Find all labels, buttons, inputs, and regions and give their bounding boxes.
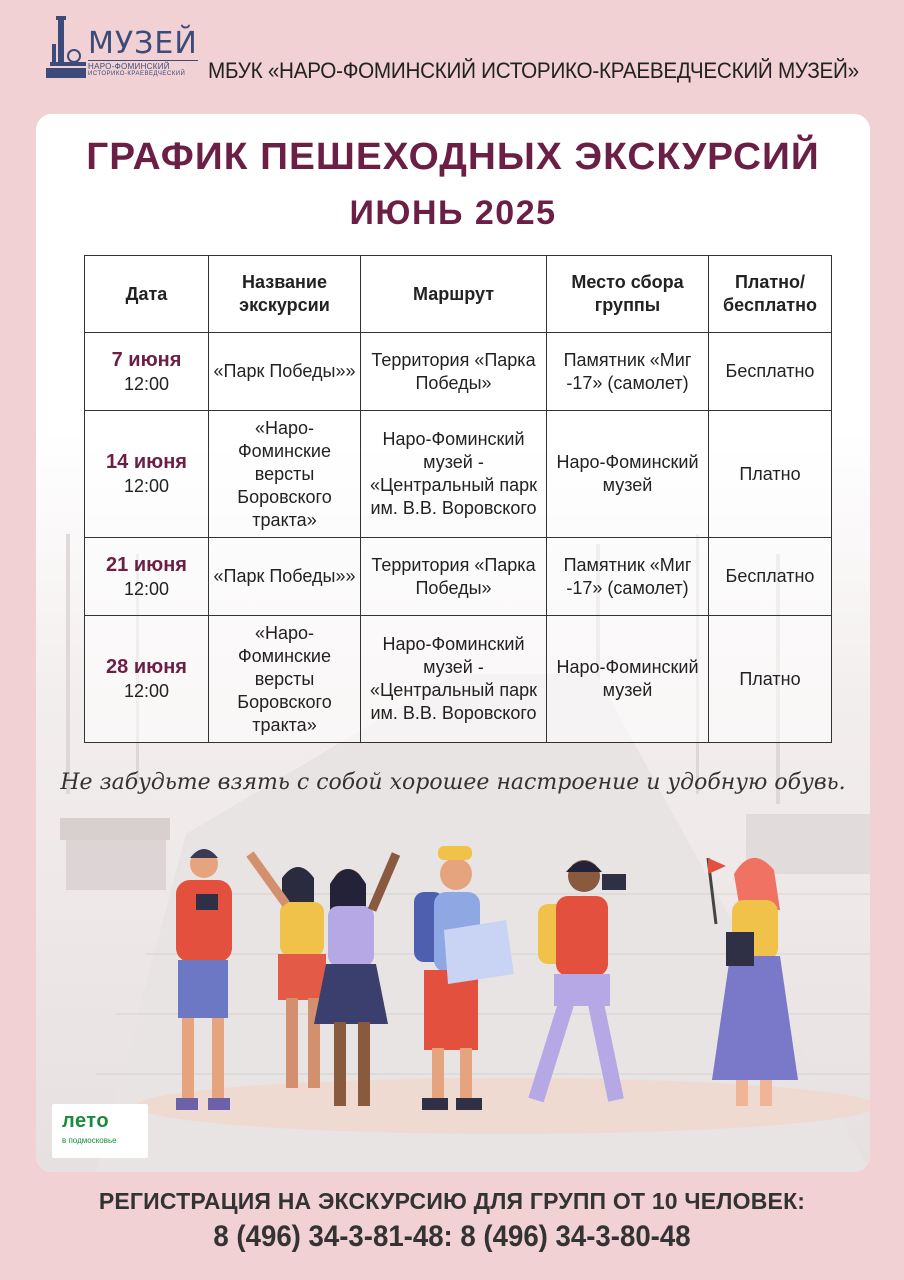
tower-icon: [44, 14, 88, 82]
header-date: Дата: [85, 256, 209, 333]
schedule-card: [36, 114, 870, 1172]
price-cell: Бесплатно: [709, 333, 832, 411]
museum-logo[interactable]: [44, 14, 198, 82]
header-name: Название экскурсии: [209, 256, 361, 333]
date-time: 12:00: [123, 476, 170, 496]
phone-numbers[interactable]: 8 (496) 34-3-81-48: 8 (496) 34-3-80-48: [213, 1220, 691, 1253]
organization-name: МБУК «НАРО-ФОМИНСКИЙ ИСТОРИКО-КРАЕВЕДЧЕСКИЙ МУЗЕЙ»: [208, 58, 859, 83]
date-cell: [85, 411, 209, 538]
table-header-row: [85, 256, 832, 333]
excursion-name: «Наро-Фоминские версты Боровского тракта»: [209, 616, 361, 743]
meeting-point: Памятник «Миг -17» (самолет): [547, 538, 709, 616]
header-route: Маршрут: [361, 256, 547, 333]
date-time: 12:00: [123, 681, 170, 701]
date-cell: [85, 538, 209, 616]
excursion-name: «Наро-Фоминские версты Боровского тракта»: [209, 411, 361, 538]
date-cell: [85, 616, 209, 743]
logo-main-text: МУЗЕЙ: [88, 26, 198, 61]
date-day: 14 июня: [106, 451, 187, 473]
header: [0, 0, 904, 110]
date-day: 21 июня: [106, 553, 187, 576]
registration-text: РЕГИСТРАЦИЯ НА ЭКСКУРСИЮ ДЛЯ ГРУПП ОТ 10 ЧЕЛОВЕК:: [98, 1188, 806, 1214]
leto-badge-title: лето: [62, 1110, 110, 1132]
meeting-point: Памятник «Миг -17» (самолет): [547, 333, 709, 411]
route-cell: Территория «Парка Победы»: [361, 538, 547, 616]
logo-text: [88, 26, 198, 78]
header-price: Платно/ бесплатно: [709, 256, 832, 333]
table-row: [85, 333, 832, 411]
table-row: [85, 411, 832, 538]
route-cell: Территория «Парка Победы»: [361, 333, 547, 411]
meeting-point: Наро-Фоминский музей: [547, 616, 709, 743]
meeting-point: Наро-Фоминский музей: [547, 411, 709, 538]
page-title: ГРАФИК ПЕШЕХОДНЫХ ЭКСКУРСИЙ: [86, 136, 820, 178]
table-row: [85, 616, 832, 743]
page-subtitle: ИЮНЬ 2025: [349, 194, 557, 232]
excursion-name: «Парк Победы»»: [209, 538, 361, 616]
leto-badge-subtitle: в подмосковье: [62, 1136, 117, 1145]
date-day: 28 июня: [106, 656, 187, 678]
table-row: [85, 538, 832, 616]
price-cell: Платно: [709, 411, 832, 538]
logo-sub2-text: ИСТОРИКО-КРАЕВЕДЧЕСКИЙ: [88, 71, 186, 77]
price-cell: Бесплатно: [709, 538, 832, 616]
schedule-table: [84, 255, 832, 743]
reminder-note: Не забудьте взять с собой хорошее настроение и удобную обувь.: [60, 770, 846, 795]
logo-sub-text: НАРО-ФОМИНСКИЙ: [88, 60, 198, 71]
price-cell: Платно: [709, 616, 832, 743]
date-time: 12:00: [123, 578, 170, 599]
date-time: 12:00: [123, 373, 170, 394]
date-cell: [85, 333, 209, 411]
date-day: 7 июня: [111, 348, 182, 371]
leto-badge[interactable]: [52, 1104, 148, 1158]
excursion-name: «Парк Победы»»: [209, 333, 361, 411]
header-meeting: Место сбора группы: [547, 256, 709, 333]
route-cell: Наро-Фоминский музей - «Центральный парк им. В.В. Воровского: [361, 411, 547, 538]
route-cell: Наро-Фоминский музей - «Центральный парк им. В.В. Воровского: [361, 616, 547, 743]
